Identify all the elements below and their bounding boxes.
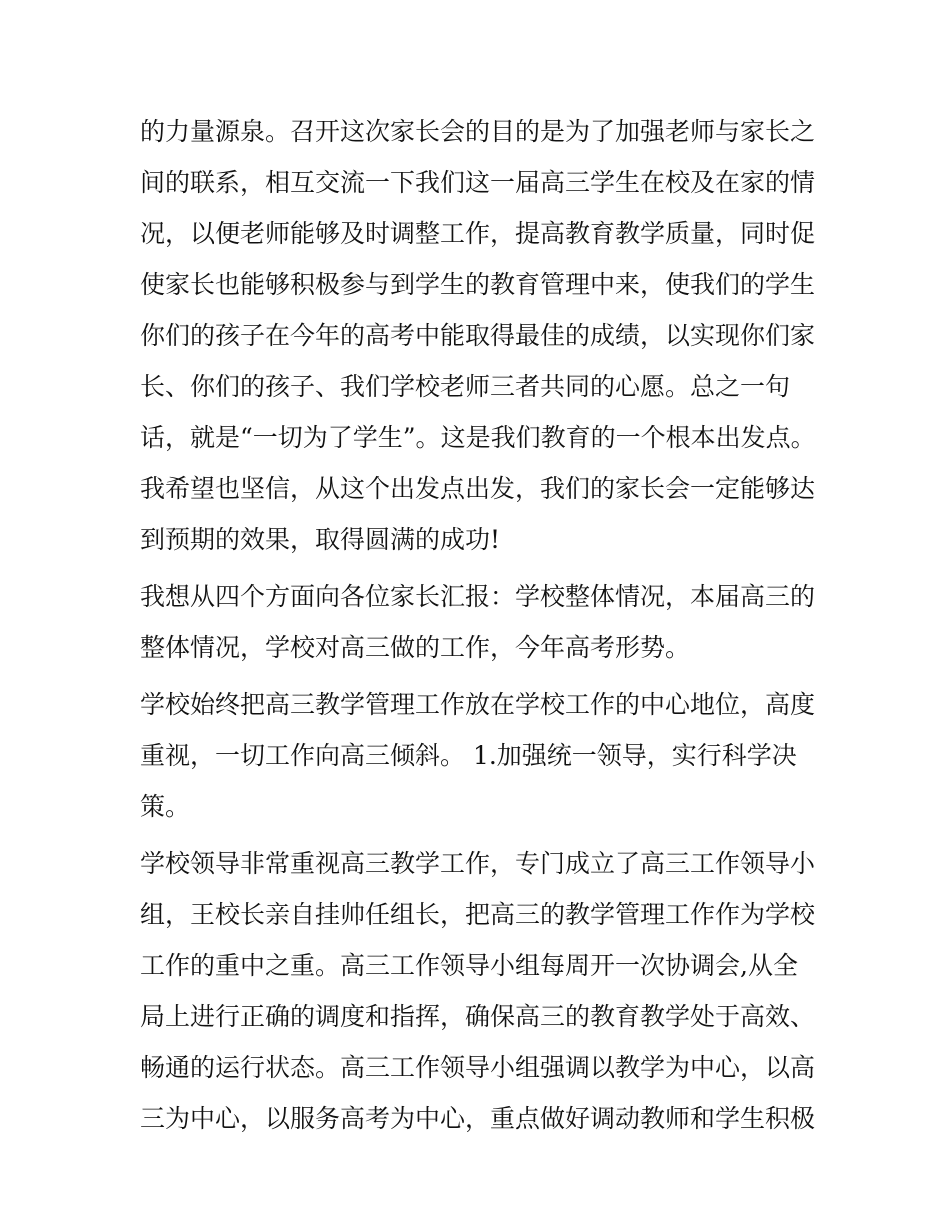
text-line: 我想从四个方面向各位家长汇报：学校整体情况，本届高三的 — [140, 582, 816, 611]
text-line: 学校始终把高三教学管理工作放在学校工作的中心地位，高度 — [140, 690, 816, 719]
text-line: 的力量源泉。召开这次家长会的目的是为了加强老师与家长之 — [140, 117, 816, 146]
text-line: 畅通的运行状态。高三工作领导小组强调以教学为中心，以高 — [140, 1053, 816, 1082]
text-line: 我希望也坚信，从这个出发点出发，我们的家长会一定能够达 — [140, 474, 816, 503]
text-line: 三为中心，以服务高考为中心，重点做好调动教师和学生积极 — [140, 1104, 816, 1133]
text-line: 学校领导非常重视高三教学工作，专门成立了高三工作领导小 — [140, 849, 816, 878]
text-line: 长、你们的孩子、我们学校老师三者共同的心愿。总之一句 — [140, 372, 791, 401]
text-line: 间的联系，相互交流一下我们这一届高三学生在校及在家的情 — [140, 168, 816, 197]
text-line: 况，以便老师能够及时调整工作，提高教育教学质量，同时促 — [140, 219, 816, 248]
text-line: 到预期的效果，取得圆满的成功! — [140, 525, 501, 554]
text-line: 策。 — [140, 792, 191, 821]
text-line: 组，王校长亲自挂帅任组长，把高三的教学管理工作作为学校 — [140, 900, 816, 929]
text-line: 重视，一切工作向高三倾斜。 1.加强统一领导，实行科学决 — [140, 741, 797, 770]
text-line: 工作的重中之重。高三工作领导小组每周开一次协调会,从全 — [140, 951, 798, 980]
text-line: 话，就是“一切为了学生”。这是我们教育的一个根本出发点。 — [140, 423, 816, 452]
text-line: 整体情况，学校对高三做的工作，今年高考形势。 — [140, 633, 691, 662]
text-line: 使家长也能够积极参与到学生的教育管理中来，使我们的学生 — [140, 270, 816, 299]
body-text — [140, 106, 815, 1144]
text-line: 局上进行正确的调度和指挥，确保高三的教育教学处于高效、 — [140, 1002, 816, 1031]
text-line: 你们的孩子在今年的高考中能取得最佳的成绩，以实现你们家 — [140, 321, 816, 350]
